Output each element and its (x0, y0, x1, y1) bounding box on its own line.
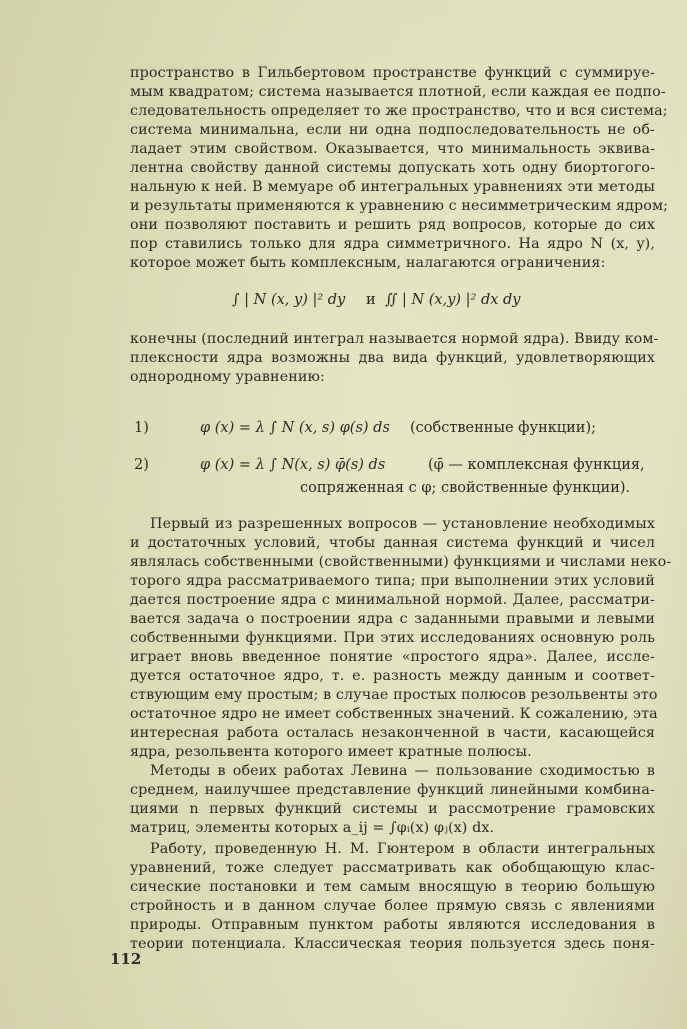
text-line: следовательность определяет то же пространство, что и вся система; (130, 103, 668, 119)
equation-comment-continued: сопряженная с φ; свойственные функции). (300, 480, 631, 496)
text-line: матриц, элементы которых a_ij = ∫φᵢ(x) φⱼ(x) dx. (130, 820, 495, 836)
text-line: сические постановки и тем самым вносящую в теорию большую (130, 879, 655, 895)
text-line: пространство в Гильбертовом пространстве функций с суммируе- (130, 65, 655, 81)
text-line: мым квадратом; система называется плотной, если каждая ее подпо- (130, 84, 666, 100)
equation-comment: (собственные функции); (410, 420, 596, 436)
text-line: торого ядра рассматриваемого типа; при выполнении этих условий (130, 573, 655, 589)
text-line: плексности ядра возможны два вида функций, удовлетворяющих (130, 350, 655, 366)
text-line: система минимальна, если ни одна подпоследовательность не об- (130, 122, 655, 138)
text-line: дается построение ядра с минимальной нормой. Далее, рассматри- (130, 592, 655, 608)
text-line: которое может быть комплексным, налагаются ограничения: (130, 255, 606, 271)
text-line: интересная работа осталась незаконченной в части, касающейся (130, 725, 655, 741)
text-line: Методы в обеих работах Левина — пользование сходимостью в (150, 763, 655, 779)
text-line: являлась собственными (свойственными) функциями и числами неко- (130, 554, 672, 570)
text-line: однородному уравнению: (130, 369, 325, 385)
text-line: и результаты применяются к уравнению с несимметрическим ядром; (130, 198, 669, 214)
formula-conjunction: и (366, 292, 376, 308)
text-line: среднем, наилучшее представление функций линейными комбина- (130, 782, 655, 798)
text-line: уравнений, тоже следует рассматривать как обобщающую клас- (130, 860, 655, 876)
text-line: ствующим ему простым; в случае простых полюсов резольвенты это (130, 687, 658, 703)
text-line: ладает этим свойством. Оказывается, что минимальность эквива- (130, 141, 655, 157)
text-line: вается задача о построении ядра с заданными правыми и левыми (130, 611, 655, 627)
text-line: циями n первых функций системы и рассмотрение грамовских (130, 801, 655, 817)
text-line: ядра, резольвента которого имеет кратные полюсы. (130, 744, 532, 760)
text-line: природы. Отправным пунктом работы являются исследования в (130, 917, 655, 933)
formula-double-integral: ∬ | N (x,y) |² dx dy (385, 292, 521, 308)
text-line: и достаточных условий, чтобы данная система функций и чисел (130, 535, 655, 551)
text-line: пор ставились только для ядра симметричного. На ядро N (x, y), (130, 236, 655, 252)
text-line: собственными функциями. При этих исследованиях основную роль (130, 630, 655, 646)
text-line: они позволяют поставить и решить ряд вопросов, которые до сих (130, 217, 655, 233)
text-line: Работу, проведенную Н. М. Гюнтером в области интегральных (150, 841, 655, 857)
equation-number: 1) (134, 420, 149, 436)
equation-comment: (φ̄ — комплексная функция, (428, 457, 645, 473)
text-line: играет вновь введенное понятие «простого ядра». Далее, иссле- (130, 649, 655, 665)
text-line: нальную к ней. В мемуаре об интегральных уравнениях эти методы (130, 179, 655, 195)
equation-number: 2) (134, 457, 149, 473)
text-line: остаточное ядро не имеет собственных значений. К сожалению, эта (130, 706, 658, 722)
page-number: 112 (110, 950, 142, 968)
text-line: лентна свойству данной системы допускать хоть одну биортогого- (130, 160, 655, 176)
equation-formula: φ (x) = λ ∫ N (x, s) φ(s) ds (200, 420, 390, 436)
text-line: теории потенциала. Классическая теория пользуется здесь поня- (130, 936, 655, 952)
text-line: Первый из разрешенных вопросов — установление необходимых (150, 516, 655, 532)
text-line: конечны (последний интеграл называется нормой ядра). Ввиду ком- (130, 331, 659, 347)
text-line: дуется остаточное ядро, т. е. разность между данным и соответ- (130, 668, 655, 684)
formula-single-integral: ∫ | N (x, y) |² dy (232, 292, 346, 308)
equation-formula: φ (x) = λ ∫ N(x, s) φ̄(s) ds (200, 457, 386, 473)
text-line: стройность и в данном случае более прямую связь с явлениями (130, 898, 655, 914)
